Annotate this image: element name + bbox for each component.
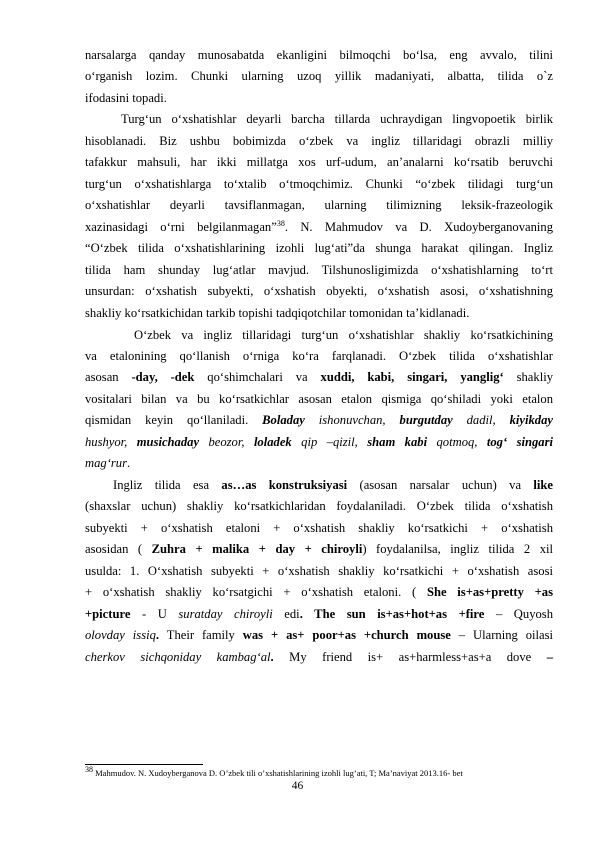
footnote-separator [85,764,203,765]
text-run: O‘zbek va ingliz tillaridagi turg‘un o‘xshatishlar shakliy ko‘rsatkichining [134,328,553,342]
text-run: tilida ham shunday lug‘atlar mavjud. Tilshunosligimizda o‘xshatishlarning to‘rt [85,263,553,277]
text-run-italic: hushyor, [85,435,137,449]
text-line [85,391,553,407]
text-run-italic: suratday chiroyli [178,607,273,621]
footnote-text: Mahmudov. N. Xudoyberganova D. O’zbek tili o’xshatishlarining izohli lug’ati, T; Ma’naviyat 2013.16- bet [93,768,463,778]
text-run-italic: mag‘rur [85,456,127,470]
text-run: shakliy ko‘rsatkichidan tarkib topishi tadqiqotchilar tomonidan ta’kidlanadi. [85,306,470,320]
text-run: + o‘xshatish shakliy ko‘rsatgichi + o‘xshatish etaloni. ( [85,585,427,599]
text-run-bold: as…as konstruksiyasi [221,478,348,492]
text-line [85,455,553,471]
text-run: – Quyosh [484,607,553,621]
text-run-bold: She is+as+pretty +as [426,585,554,599]
text-line [85,563,553,579]
text-run-bold: -day, -dek [131,370,195,384]
footnote-number: 38 [85,765,93,775]
text-run: (shaxslar uchun) shakliy ko‘rsatkichlaridan foydalaniladi. O‘zbek tilida o‘xshatish [85,499,553,513]
text-run: qo‘shimchalari va [194,370,321,384]
text-run: (asosan narsalar uchun) va [347,478,534,492]
text-run: asosan [85,370,132,384]
text-run: hisoblanadi. Biz ushbu bobimizda o‘zbek va ingliz tillaridagi obrazli milliy [85,134,553,148]
text-run-italic: beozor, [199,435,254,449]
text-run-bold-italic: tog‘ singari [486,435,553,449]
text-run: turg‘un o‘xshatishlarga to‘xtalib o‘tmoqchimiz. Chunki “o‘zbek tilidagi turg‘un [85,177,553,191]
text-run: Turg‘un o‘xshatishlar deyarli barcha tillarda uchraydigan lingvopoetik birlik [121,112,553,126]
text-run: . [126,456,131,470]
text-line [85,498,553,514]
text-run: asosidan ( [85,542,152,556]
text-line [85,305,553,321]
text-line [85,541,553,557]
text-run: My friend is+ as+harmless+as+a dove [273,650,532,664]
text-line [85,649,553,665]
text-run: qismidan keyin qo‘llaniladi. [85,413,263,427]
text-run-bold: . [270,650,274,664]
text-run: – Ularning oilasi [450,628,553,642]
text-line [85,520,553,536]
text-run: subyekti + o‘xshatish etaloni + o‘xshatish shakliy ko‘rsatkichi + o‘xshatish [85,521,553,535]
text-run-italic: dadil, [452,413,510,427]
text-line [85,240,553,256]
text-line [85,262,553,278]
text-run-bold-italic: musichaday [136,435,200,449]
text-run: xazinasidagi o‘rni belgilanmagan” [85,220,277,234]
text-run: o‘rganish lozim. Chunki ularning uzoq yillik madaniyati, albatta, tilida o`z [85,69,553,83]
text-line [85,584,553,600]
text-line [85,627,553,643]
text-line [113,477,553,493]
text-line [85,434,553,450]
text-run-italic: cherkov sichqoniday kambag‘al [85,650,271,664]
text-run-bold: . The sun is+as+hot+as +fire [299,607,485,621]
text-run-italic: qotmoq, [427,435,487,449]
text-run: vositalari bilan va bu ko‘rsatkichlar asosan etalon qismiga qo‘shiladi yoki etalon [85,392,553,406]
text-run-bold-italic: burgutday [399,413,453,427]
text-line [85,412,553,428]
text-line [85,47,553,63]
text-line [85,197,553,213]
text-run-bold-italic: kiyikday [509,413,553,427]
text-run-bold: +picture [85,607,131,621]
text-run: unsurdan: o‘xshatish subyekti, o‘xshatish obyekti, o‘xshatish asosi, o‘xshatishning [85,284,553,298]
text-line [85,348,553,364]
text-line [85,369,553,385]
text-run: usulda: 1. O‘xshatish subyekti + o‘xshatish shakliy ko‘rsatkichi + o‘xshatish asosi [85,564,553,578]
text-line [85,68,553,84]
text-run: “O‘zbek tilida o‘xshatishlarining izohli lug‘ati”da shunga harakat qilingan. Ingliz [85,241,553,255]
text-run-bold: was + as+ poor+as +church mouse [242,628,451,642]
text-run: tafakkur mahsuli, har ikki millatga xos urf-udum, an’analarni ko‘rsatib beruvchi [85,155,553,169]
text-run: edi [272,607,300,621]
text-line [85,176,553,192]
text-run-bold-italic: sham kabi [367,435,428,449]
text-run: o‘xshatishlar deyarli tavsiflanmagan, ularning tilimizning leksik-frazeologik [85,198,553,212]
text-line [85,154,553,170]
text-line [85,90,553,106]
text-run-bold-italic: loladek [253,435,292,449]
text-run: . N. Mahmudov va D. Xudoyberganovaning [284,220,553,234]
text-run: narsalarga qanday munosabatda ekanligini bilmoqchi bo‘lsa, eng avvalo, tilini [85,48,553,62]
text-line [85,133,553,149]
text-run-bold: – [531,650,554,664]
text-line [85,606,553,622]
text-run: Their family [159,628,243,642]
text-run: ) foydalanilsa, ingliz tilida 2 xil [362,542,553,556]
footnote [85,765,463,779]
text-run-italic: ishonuvchan, [304,413,400,427]
text-run-bold: like [533,478,553,492]
text-line [85,283,553,299]
page-number: 46 [291,780,304,792]
text-run: Ingliz tilida esa [113,478,222,492]
text-run-italic: qip –qizil, [291,435,368,449]
footnote-ref: 38 [276,218,285,228]
text-run-bold-italic: Boladay [262,413,305,427]
text-run-bold: Zuhra + malika + day + chiroyli [151,542,363,556]
text-run: va etalonining qo‘llanish o‘rniga ko‘ra farqlanadi. O‘zbek tilida o‘xshatishlar [85,349,553,363]
text-run: - U [130,607,179,621]
text-run-italic: olovday issiq [85,628,156,642]
text-line [85,219,553,235]
text-run: ifodasini topadi. [85,91,167,105]
text-line [121,111,553,127]
text-run-bold: xuddi, kabi, singari, yanglig‘ [320,370,504,384]
text-run: shakliy [503,370,553,384]
text-line [134,327,553,343]
text-run-bold: . [155,628,160,642]
